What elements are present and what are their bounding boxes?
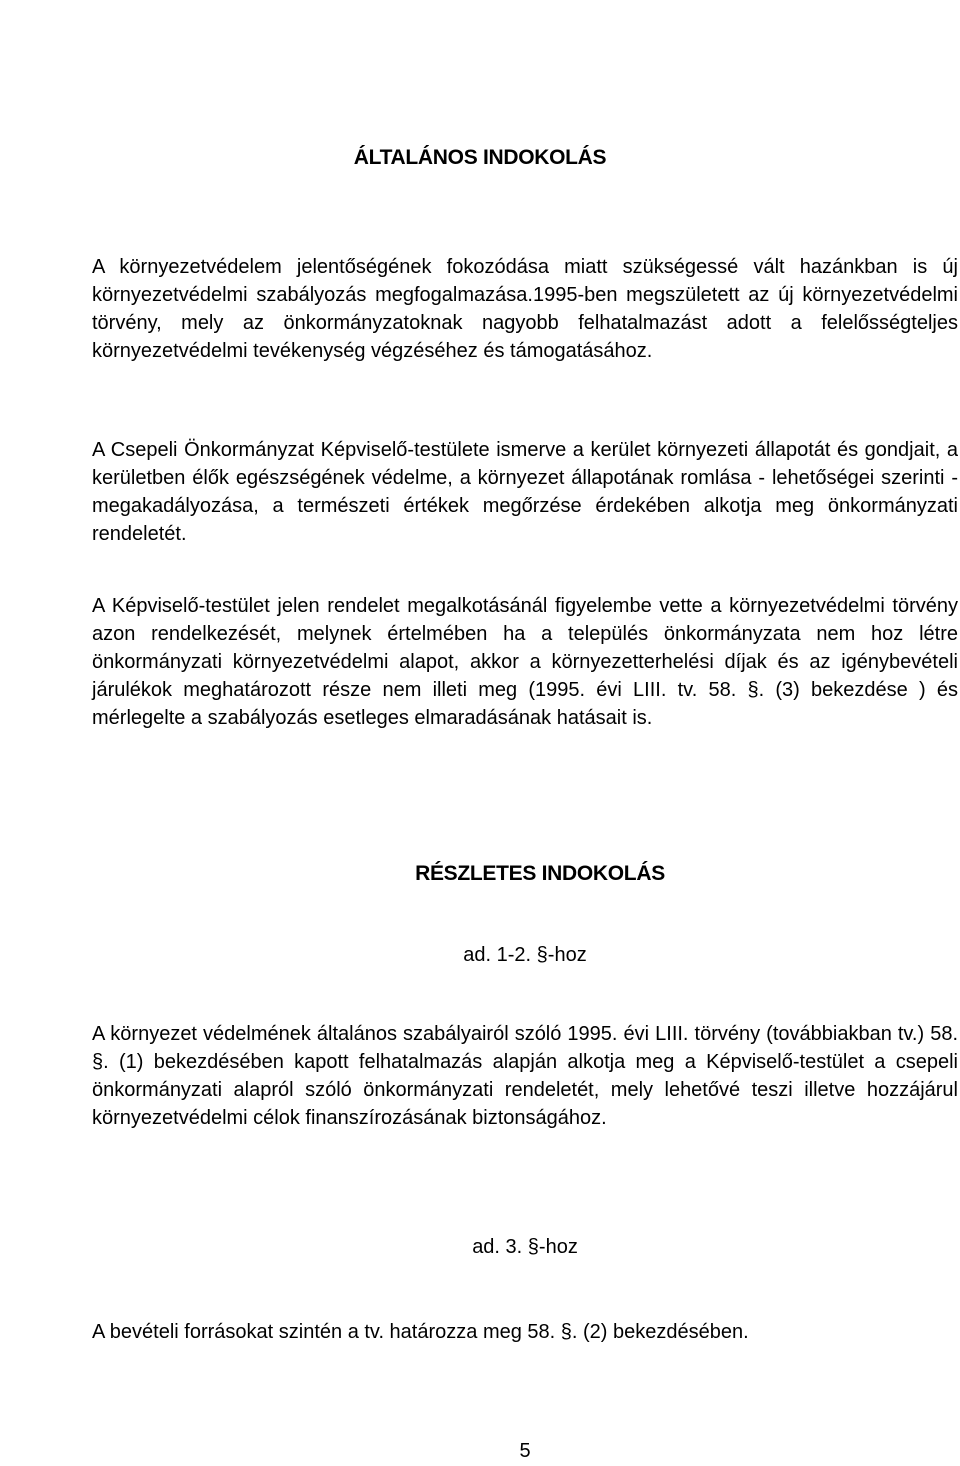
general-paragraph-2: A Csepeli Önkormányzat Képviselő-testülete ismerve a kerület környezeti állapotát és gondjait, a kerületben élők egészségének védelme, a környezet állapotának romlása - lehetőségei szerinti - megakadályozása, a természeti értékek megőrzése érdekében alkotja meg önkormányzati rendeletét. — [92, 439, 958, 545]
section-text-ad-1-2: A környezet védelmének általános szabályairól szóló 1995. évi LIII. törvény (továbbiakban tv.) 58. §. (1) bekezdésében kapott felhatalmazás alapján alkotja meg a Képviselő-testület a csepeli önkormányzati alapról szóló önkormányzati rendeletét, mely lehetővé teszi illetve hozzájárul környezetvédelmi célok finanszírozásának biztonságához. — [92, 1023, 958, 1129]
detailed-justification-title: RÉSZLETES INDOKOLÁS — [415, 862, 665, 885]
section-label-ad-3: ad. 3. §-hoz — [472, 1236, 578, 1258]
general-paragraph-3: A Képviselő-testület jelen rendelet megalkotásánál figyelembe vette a környezetvédelmi törvény azon rendelkezését, melynek értelmében ha a település önkormányzata nem hoz létre önkormányzati környezetvédelmi alapot, akkor a környezetterhelési díjak és az igénybevételi járulékok meghatározott része nem illeti meg (1995. évi LIII. tv. 58. §. (3) bekezdése ) és mérlegelte a szabályozás esetleges elmaradásának hatásait is. — [92, 595, 958, 729]
section-label-ad-1-2: ad. 1-2. §-hoz — [463, 944, 587, 966]
general-justification-title: ÁLTALÁNOS INDOKOLÁS — [353, 146, 607, 169]
page-number: 5 — [519, 1440, 531, 1462]
section-text-ad-3: A bevételi forrásokat szintén a tv. határozza meg 58. §. (2) bekezdésében. — [92, 1321, 749, 1343]
general-paragraph-1: A környezetvédelem jelentőségének fokozódása miatt szükségessé vált hazánkban is új környezetvédelmi szabályozás megfogalmazása.1995-ben megszületett az új környezetvédelmi törvény, mely az önkormányzatoknak nagyobb felhatalmazást adott a felelősségteljes környezetvédelmi tevékenység végzéséhez és támogatásához. — [92, 256, 958, 362]
